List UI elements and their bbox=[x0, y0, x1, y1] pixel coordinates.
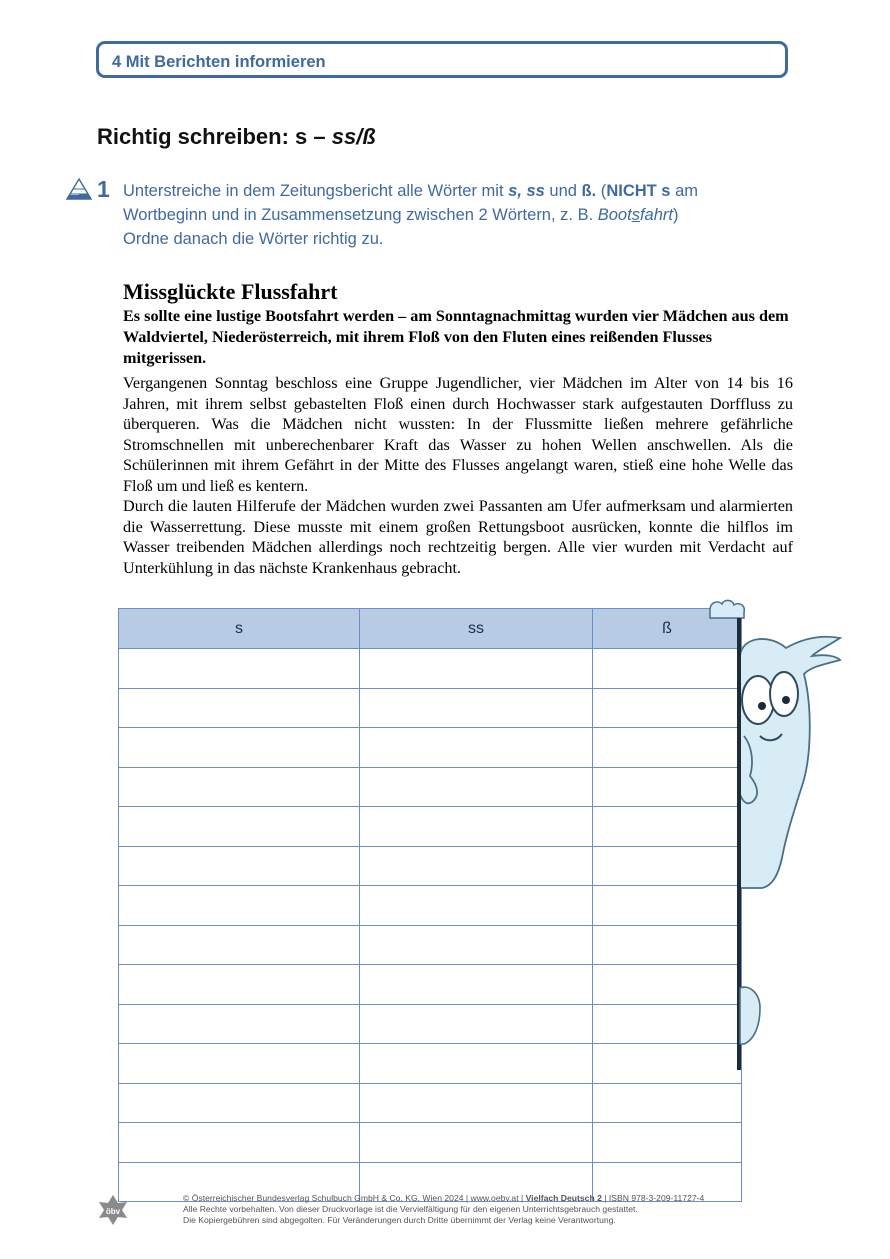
table-row bbox=[119, 1004, 742, 1044]
newspaper-article bbox=[123, 278, 793, 578]
task-text-3: und bbox=[544, 182, 582, 200]
answer-cell[interactable] bbox=[119, 965, 360, 1005]
difficulty-triangle-icon bbox=[66, 178, 92, 200]
answer-cell[interactable] bbox=[119, 1004, 360, 1044]
answer-cell[interactable] bbox=[360, 1004, 593, 1044]
answer-cell[interactable] bbox=[119, 767, 360, 807]
task-text-nicht-s: NICHT s bbox=[606, 182, 671, 200]
answer-cell[interactable] bbox=[119, 807, 360, 847]
task-instruction bbox=[123, 179, 783, 251]
answer-cell[interactable] bbox=[360, 846, 593, 886]
table-row bbox=[119, 846, 742, 886]
answer-cell[interactable] bbox=[119, 1123, 360, 1163]
answer-cell[interactable] bbox=[360, 925, 593, 965]
answer-cell[interactable] bbox=[593, 1083, 742, 1123]
column-header-s: s bbox=[119, 609, 360, 649]
table-row bbox=[119, 728, 742, 768]
table-row bbox=[119, 1083, 742, 1123]
answer-cell[interactable] bbox=[360, 965, 593, 1005]
article-title: Missglückte Flussfahrt bbox=[123, 279, 338, 304]
task-number: 1 bbox=[97, 176, 110, 202]
task-text-example: Bootsfahrt bbox=[597, 206, 673, 224]
task-text-9: ) bbox=[672, 206, 679, 224]
article-paragraph-1: Vergangenen Sonntag beschloss eine Gruppe Jugendlicher, vier Mädchen im Alter von 14 bis 16 Jahren, mit ihrem selbst gebastelten Floß einen durch Hochwasser stark aufgestauten Dorffluss zu überqueren. Was die Mädchen nicht wussten: In der Flussmitte ließen mehrere gefährliche Stromschnellen mit unberechenbarer Kraft das Wasser zu hohen Wellen anschwellen. Als die Schülerinnen mit ihrem Gefährt in der Mitte des Flusses angelangt waren, stieß eine hohe Welle das Floß um und ließ es kentern. bbox=[123, 374, 793, 495]
task-text-5: ( bbox=[596, 182, 607, 200]
table-body bbox=[119, 649, 742, 1202]
answer-cell[interactable] bbox=[119, 728, 360, 768]
chapter-title: 4 Mit Berichten informieren bbox=[112, 53, 326, 71]
task-text-eszett: ß. bbox=[581, 182, 597, 200]
table-row bbox=[119, 767, 742, 807]
task-text-1: Unterstreiche in dem Zeitungsbericht alle Wörter mit bbox=[123, 182, 509, 200]
answer-cell[interactable] bbox=[119, 1044, 360, 1084]
table-row bbox=[119, 688, 742, 728]
page-title-main: Richtig schreiben: s – bbox=[97, 124, 332, 149]
page-title-italic: ss/ß bbox=[331, 124, 376, 149]
answer-cell[interactable] bbox=[119, 1083, 360, 1123]
oebv-logo-icon bbox=[96, 1193, 130, 1227]
page-title bbox=[97, 124, 376, 150]
table-row bbox=[119, 886, 742, 926]
ghost-mascot-illustration bbox=[700, 596, 845, 1076]
answer-cell[interactable] bbox=[360, 649, 593, 689]
task-text-7: am Wortbeginn und in Zusammensetzung zwischen 2 Wörtern, z. B. bbox=[123, 182, 698, 224]
table-row bbox=[119, 965, 742, 1005]
answer-cell[interactable] bbox=[360, 1083, 593, 1123]
table-row bbox=[119, 649, 742, 689]
answer-cell[interactable] bbox=[360, 1123, 593, 1163]
column-header-eszett: ß bbox=[593, 609, 742, 649]
answer-cell[interactable] bbox=[360, 1044, 593, 1084]
answer-cell[interactable] bbox=[360, 688, 593, 728]
answer-cell[interactable] bbox=[360, 886, 593, 926]
column-header-ss: ss bbox=[360, 609, 593, 649]
footer-line-2: Alle Rechte vorbehalten. Von dieser Druckvorlage ist die Vervielfältigung für den eigenen Unterrichtsgebrauch gestattet. bbox=[183, 1204, 638, 1214]
answer-cell[interactable] bbox=[119, 649, 360, 689]
table-row bbox=[119, 1123, 742, 1163]
task-text-s-ss: s, ss bbox=[508, 182, 545, 200]
answer-cell[interactable] bbox=[119, 688, 360, 728]
answer-cell[interactable] bbox=[119, 925, 360, 965]
answer-cell[interactable] bbox=[593, 1123, 742, 1163]
answer-cell[interactable] bbox=[360, 767, 593, 807]
chapter-header-box bbox=[96, 41, 788, 78]
task-text-second-line: Ordne danach die Wörter richtig zu. bbox=[123, 230, 384, 248]
answer-cell[interactable] bbox=[360, 728, 593, 768]
word-sort-table bbox=[118, 608, 742, 1202]
footer-copyright bbox=[183, 1193, 704, 1226]
table-row bbox=[119, 925, 742, 965]
footer-line-3: Die Kopiergebühren sind abgegolten. Für Veränderungen durch Dritte übernimmt der Verlag keine Verantwortung. bbox=[183, 1215, 616, 1225]
article-lead: Es sollte eine lustige Bootsfahrt werden – am Sonntagnachmittag wurden vier Mädchen aus dem Waldviertel, Niederösterreich, mit ihrem Floß von den Fluten eines reißenden Flusses mitgerissen. bbox=[123, 307, 789, 367]
answer-cell[interactable] bbox=[360, 807, 593, 847]
answer-cell[interactable] bbox=[119, 846, 360, 886]
answer-cell[interactable] bbox=[119, 886, 360, 926]
footer-line-1: © Österreichischer Bundesverlag Schulbuch GmbH & Co. KG, Wien 2024 | www.oebv.at | Vielfach Deutsch 2 | ISBN 978-3-209-11727-4 bbox=[183, 1193, 705, 1203]
article-paragraph-2: Durch die lauten Hilferufe der Mädchen wurden zwei Passanten am Ufer aufmerksam und alarmierten die Wasserrettung. Diese musste mit einem großen Rettungsboot ausrücken, konnte die hilflos im Wasser treibenden Mädchen allerdings noch rechtzeitig bergen. Alle vier wurden mit Verdacht auf Unterkühlung in das nächste Krankenhaus gebracht. bbox=[123, 497, 793, 577]
table-row bbox=[119, 1044, 742, 1084]
table-row bbox=[119, 807, 742, 847]
svg-text:öbv: öbv bbox=[105, 1207, 121, 1216]
